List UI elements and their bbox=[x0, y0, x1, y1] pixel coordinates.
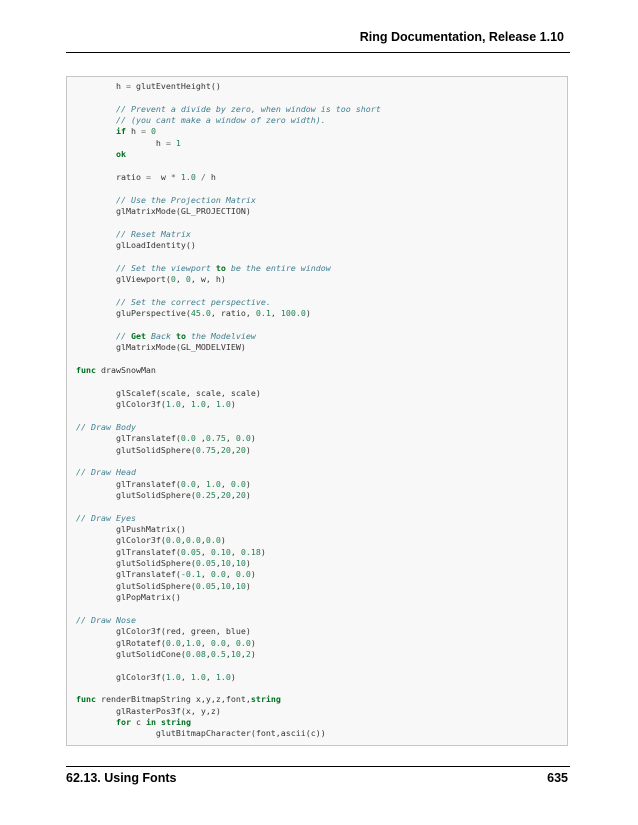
code-line: glTranslatef(0.05, 0.10, 0.18) bbox=[76, 546, 266, 557]
code-line: h = 1 bbox=[76, 137, 181, 148]
code-line: // Use the Projection Matrix bbox=[115, 194, 256, 205]
code-line: // Set the viewport to be the entire window bbox=[115, 262, 331, 273]
code-line bbox=[76, 456, 381, 467]
code-line bbox=[76, 354, 381, 365]
code-line: ok bbox=[115, 149, 126, 160]
code-line: func drawSnowMan bbox=[76, 364, 156, 375]
code-line bbox=[76, 92, 381, 103]
code-line: // Reset Matrix bbox=[115, 228, 191, 239]
code-line: glPushMatrix() bbox=[76, 524, 186, 535]
code-line: glMatrixMode(GL_MODELVIEW) bbox=[76, 342, 246, 353]
code-line: func renderBitmapString x,y,z,font,string bbox=[76, 694, 281, 705]
header-divider bbox=[66, 52, 570, 53]
code-line bbox=[76, 320, 381, 331]
code-line: glutSolidSphere(0.25,20,20) bbox=[76, 489, 251, 500]
code-line: glutBitmapCharacter(font,ascii(c)) bbox=[76, 728, 326, 739]
code-line: // (you cant make a window of zero width). bbox=[115, 115, 326, 126]
footer-section-title: 62.13. Using Fonts bbox=[66, 771, 177, 785]
page-header-title: Ring Documentation, Release 1.10 bbox=[359, 30, 564, 44]
code-listing bbox=[76, 81, 381, 740]
code-line: for c in string bbox=[115, 717, 191, 728]
code-line bbox=[76, 501, 381, 512]
code-line: glColor3f(red, green, blue) bbox=[76, 626, 251, 637]
code-line bbox=[76, 251, 381, 262]
code-line: glRotatef(0.0,1.0, 0.0, 0.0) bbox=[76, 637, 256, 648]
code-line: glRasterPos3f(x, y,z) bbox=[76, 705, 221, 716]
code-line: if h = 0 bbox=[115, 126, 156, 137]
code-line bbox=[76, 285, 381, 296]
code-line: glutSolidSphere(0.05,10,10) bbox=[76, 580, 251, 591]
code-line bbox=[76, 217, 381, 228]
code-line: glPopMatrix() bbox=[76, 592, 181, 603]
code-line bbox=[76, 410, 381, 421]
code-line: glTranslatef(0.0 ,0.75, 0.0) bbox=[76, 433, 256, 444]
code-line: glutSolidSphere(0.05,10,10) bbox=[76, 558, 251, 569]
code-line bbox=[76, 161, 381, 172]
code-line: h = glutEventHeight() bbox=[76, 81, 221, 91]
footer-divider bbox=[66, 766, 570, 767]
code-line bbox=[76, 660, 381, 671]
code-line: glScalef(scale, scale, scale) bbox=[76, 387, 261, 398]
code-line: // Draw Head bbox=[76, 467, 136, 478]
code-block bbox=[66, 76, 568, 746]
code-line bbox=[76, 183, 381, 194]
code-line: glColor3f(1.0, 1.0, 1.0) bbox=[76, 671, 236, 682]
code-line: glTranslatef(0.0, 1.0, 0.0) bbox=[76, 478, 251, 489]
code-line: // Draw Body bbox=[76, 421, 136, 432]
code-line: glViewport(0, 0, w, h) bbox=[76, 274, 226, 285]
code-line bbox=[76, 683, 381, 694]
code-line bbox=[76, 604, 381, 615]
code-line: glTranslatef(-0.1, 0.0, 0.0) bbox=[76, 569, 256, 580]
code-line: glColor3f(0.0,0.0,0.0) bbox=[76, 535, 226, 546]
code-line: // Get Back to the Modelview bbox=[115, 330, 256, 341]
code-line: // Draw Eyes bbox=[76, 512, 136, 523]
code-line bbox=[76, 376, 381, 387]
code-line: glColor3f(1.0, 1.0, 1.0) bbox=[76, 399, 236, 410]
code-line: // Draw Nose bbox=[76, 614, 136, 625]
code-line: glLoadIdentity() bbox=[76, 240, 196, 251]
code-line: glutSolidCone(0.08,0.5,10,2) bbox=[76, 648, 256, 659]
code-line: // Prevent a divide by zero, when window is too short bbox=[115, 103, 381, 114]
footer-page-number: 635 bbox=[547, 771, 568, 785]
code-line: ratio = w * 1.0 / h bbox=[76, 171, 216, 182]
code-line: // Set the correct perspective. bbox=[115, 296, 271, 307]
code-line: glMatrixMode(GL_PROJECTION) bbox=[76, 205, 251, 216]
code-line: gluPerspective(45.0, ratio, 0.1, 100.0) bbox=[76, 308, 311, 319]
code-line: glutSolidSphere(0.75,20,20) bbox=[76, 444, 251, 455]
